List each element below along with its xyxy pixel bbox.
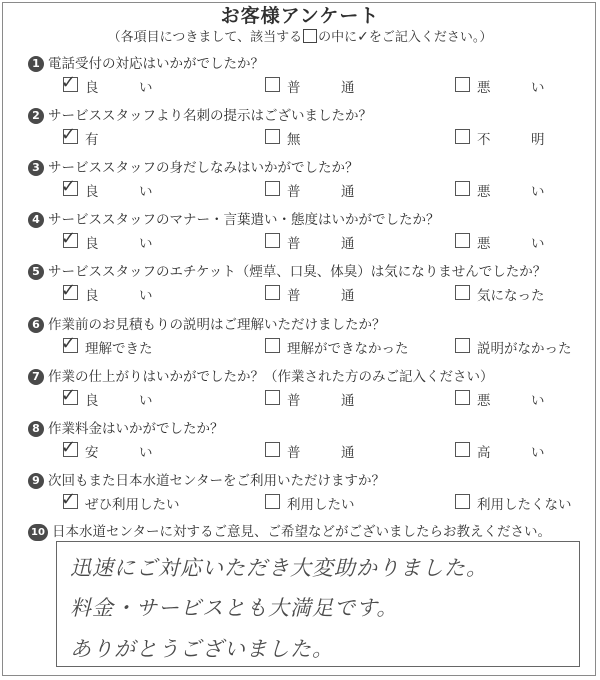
question-3-option-1 [61, 176, 238, 200]
option-label: 良 い [85, 80, 153, 96]
answer-checkbox[interactable] [455, 338, 470, 353]
handwritten-check-icon: ✓ [61, 385, 77, 406]
handwritten-check-icon: ✓ [61, 333, 77, 354]
option-label: 悪 い [477, 236, 545, 252]
survey-title: お客様アンケート [220, 5, 380, 27]
question-3-option-3 [455, 181, 580, 199]
handwritten-check-icon: ✓ [61, 437, 77, 458]
answer-checkbox[interactable] [455, 494, 470, 509]
answer-checkbox[interactable] [61, 385, 78, 406]
answer-checkbox[interactable] [61, 176, 78, 197]
comment-line-3: ありがとうございました。 [70, 637, 334, 661]
question-2-option-1 [61, 124, 238, 148]
question-8-option-3 [455, 442, 580, 460]
question-1-option-2 [265, 77, 440, 95]
question-3-option-2 [265, 181, 440, 199]
option-label: 普 通 [287, 288, 355, 304]
answer-checkbox[interactable] [265, 233, 280, 248]
option-label: 説明がなかった [477, 341, 572, 357]
option-label: 悪 い [477, 184, 545, 200]
answer-checkbox[interactable] [265, 285, 280, 300]
option-label: 良 い [85, 288, 153, 304]
question-9-option-2 [265, 494, 440, 512]
question-7-option-2 [265, 390, 440, 408]
question-number-badge: 9 [28, 473, 44, 489]
option-label: 気になった [477, 288, 545, 304]
question-6-option-2 [265, 338, 440, 356]
comment-line-1: 迅速にご対応いただき大変助かりました。 [70, 556, 488, 580]
answer-checkbox[interactable] [265, 129, 280, 144]
option-label: 無 [287, 132, 301, 148]
question-6 [28, 313, 386, 335]
answer-checkbox[interactable] [265, 494, 280, 509]
question-number-badge: 3 [28, 160, 44, 176]
answer-checkbox[interactable] [455, 77, 470, 92]
question-5 [28, 260, 546, 282]
question-number-badge: 6 [28, 317, 44, 333]
option-label: 悪 い [477, 393, 545, 409]
answer-checkbox[interactable] [455, 233, 470, 248]
option-label: 悪 い [477, 80, 545, 96]
option-label: 安 い [85, 445, 153, 461]
answer-checkbox[interactable] [61, 280, 78, 301]
option-label: 高 い [477, 445, 545, 461]
question-2-option-3 [455, 129, 580, 147]
question-8-option-1 [61, 437, 238, 461]
question-5-option-1 [61, 280, 238, 304]
handwritten-check-icon: ✓ [61, 176, 77, 197]
question-text: 作業の仕上がりはいかがでしたか？（作業された方のみご記入ください） [48, 369, 494, 385]
answer-checkbox[interactable] [61, 72, 78, 93]
answer-checkbox[interactable] [61, 489, 78, 510]
comment-line-2: 料金・サービスとも大満足です。 [70, 596, 399, 620]
option-label: 有 [85, 132, 99, 148]
question-7-option-1 [61, 385, 238, 409]
question-3 [28, 156, 359, 178]
question-8 [28, 417, 224, 439]
option-label: 普 通 [287, 393, 355, 409]
question-text: サービススタッフのエチケット（煙草、口臭、体臭）は気になりませんでしたか？ [48, 264, 547, 280]
option-label: 利用したい [287, 497, 355, 513]
question-2-option-2 [265, 129, 440, 147]
instruction-middle: の中に [318, 30, 358, 45]
instruction-before: （各項目につきまして、該当する [107, 30, 303, 45]
handwritten-check-icon: ✓ [61, 489, 77, 510]
question-1-option-1 [61, 72, 238, 96]
question-number-badge: 7 [28, 369, 44, 385]
question-9-option-3 [455, 494, 580, 512]
question-number-badge: 5 [28, 264, 44, 280]
question-text: サービススタッフのマナー・言葉遣い・態度はいかがでしたか？ [48, 212, 440, 228]
answer-checkbox[interactable] [265, 77, 280, 92]
option-label: 普 通 [287, 236, 355, 252]
answer-checkbox[interactable] [265, 181, 280, 196]
question-text: 電話受付の対応はいかがでしたか？ [48, 56, 264, 72]
question-4-option-1 [61, 228, 238, 252]
answer-checkbox[interactable] [455, 390, 470, 405]
question-4-option-3 [455, 233, 580, 251]
question-6-option-1 [61, 333, 238, 357]
question-9 [28, 469, 385, 491]
handwritten-check-icon: ✓ [61, 124, 77, 145]
question-1-option-3 [455, 77, 580, 95]
option-label: 良 い [85, 393, 153, 409]
answer-checkbox[interactable] [265, 390, 280, 405]
question-text: サービススタッフより名刺の提示はございましたか？ [48, 108, 372, 124]
handwritten-check-icon: ✓ [61, 72, 77, 93]
question-text: 日本水道センターに対するご意見、ご希望などがございましたらお教えください。 [52, 524, 551, 540]
option-label: 普 通 [287, 80, 355, 96]
option-label: 普 通 [287, 445, 355, 461]
option-label: 理解ができなかった [287, 341, 409, 357]
question-8-option-2 [265, 442, 440, 460]
question-4-option-2 [265, 233, 440, 251]
question-number-badge: 10 [28, 524, 48, 541]
question-number-badge: 2 [28, 108, 44, 124]
handwritten-check-icon: ✓ [61, 228, 77, 249]
option-label: 良 い [85, 184, 153, 200]
answer-checkbox[interactable] [455, 129, 470, 144]
question-text: 作業料金はいかがでしたか？ [48, 421, 224, 437]
option-label: 不 明 [477, 132, 545, 148]
question-number-badge: 1 [28, 56, 44, 72]
question-1 [28, 52, 264, 74]
answer-checkbox[interactable] [455, 442, 470, 457]
option-label: 利用したくない [477, 497, 572, 513]
question-7-option-3 [455, 390, 580, 408]
checkbox-sample-icon [303, 29, 317, 43]
question-number-badge: 8 [28, 421, 44, 437]
question-text: 作業前のお見積もりの説明はご理解いただけましたか？ [48, 317, 386, 333]
handwritten-check-icon: ✓ [61, 280, 77, 301]
question-number-badge: 4 [28, 212, 44, 228]
question-5-option-3 [455, 285, 580, 303]
question-5-option-2 [265, 285, 440, 303]
option-label: 良 い [85, 236, 153, 252]
question-7 [28, 365, 494, 387]
question-4 [28, 208, 440, 230]
option-label: 普 通 [287, 184, 355, 200]
instruction-line [0, 26, 600, 45]
answer-checkbox[interactable] [61, 437, 78, 458]
question-text: サービススタッフの身だしなみはいかがでしたか？ [48, 160, 359, 176]
question-6-option-3 [455, 338, 580, 356]
question-text: 次回もまた日本水道センターをご利用いただけますか？ [48, 473, 385, 489]
answer-checkbox[interactable] [61, 124, 78, 145]
question-2 [28, 104, 372, 126]
answer-checkbox[interactable] [61, 228, 78, 249]
question-9-option-1 [61, 489, 238, 513]
answer-checkbox[interactable] [455, 285, 470, 300]
answer-checkbox[interactable] [265, 338, 280, 353]
answer-checkbox[interactable] [455, 181, 470, 196]
checkmark-icon: ✓ [357, 29, 369, 45]
answer-checkbox[interactable] [265, 442, 280, 457]
answer-checkbox[interactable] [61, 333, 78, 354]
option-label: 理解できた [85, 341, 153, 357]
question-10 [28, 520, 551, 542]
instruction-after: をご記入ください。） [368, 30, 493, 45]
option-label: ぜひ利用したい [85, 497, 180, 513]
